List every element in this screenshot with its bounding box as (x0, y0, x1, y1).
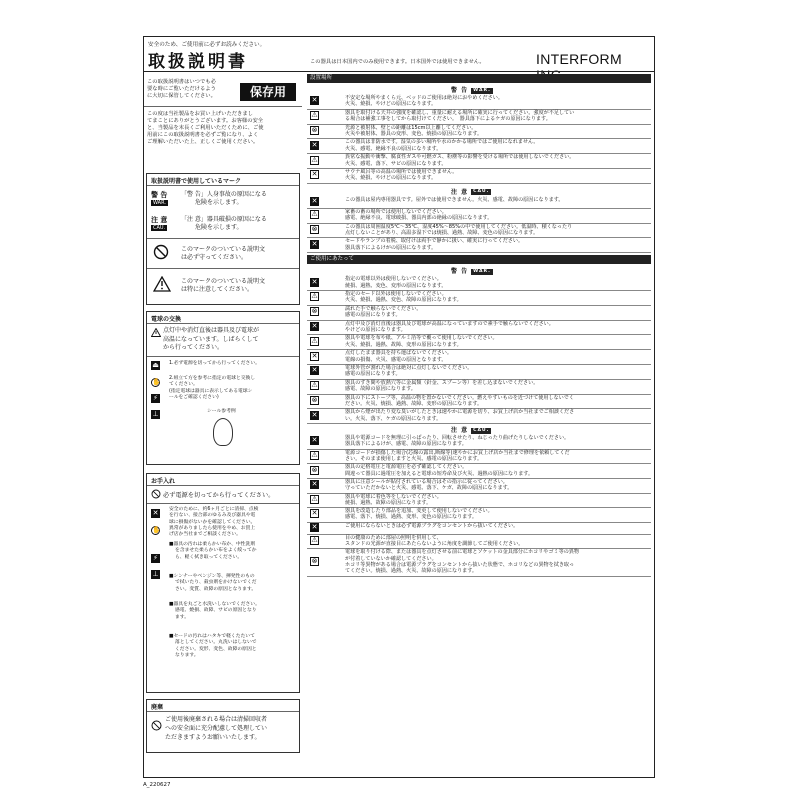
usage-caution-row (307, 507, 651, 523)
warn-badge: WAR. (153, 200, 166, 206)
bulb-seal-illustration (213, 418, 233, 446)
row-text-line: サウナ風呂等の高温の場所では使用できません。 (345, 169, 458, 175)
row-text-line: 守っていただかないと火災、感電、落下、ケガ、故障の原因になります。 (345, 485, 513, 492)
care-title: お手入れ (151, 478, 176, 485)
usage-caution-row (307, 478, 651, 494)
must-text: このマークのついている説明文 は必ず守ってください。 (181, 246, 266, 261)
row-text-line: 間違って器具に過電圧を加えると電球の短寿命及び火災、過熱の原因になります。 (345, 470, 534, 477)
install-warn-row (307, 153, 651, 169)
attention-text: このマークのついている説明文 は特に注意してください。 (181, 278, 266, 293)
row-text-line: 火災、焼損、過熱、故障、変形の原因になります。 (345, 341, 462, 348)
head-label: 警 告 (451, 87, 469, 94)
row-text-line: 器具の下にストーブ等、高温の物を置かないでください。燃えやすいものを近づけて使用しないでく (345, 394, 574, 401)
row-text-line: この器具は屋内専用器具です。屋外では使用できません。火災、感電、故障の原因になります。 (345, 196, 564, 203)
unplug-icon: ⏏ (152, 361, 159, 369)
row-text-line: 器具や電球を布や紙、アルミ箔等で覆って使用しないでください。 (345, 335, 498, 342)
disposal-box (146, 699, 300, 753)
header-divider (144, 71, 654, 72)
prohibited-icon: ✕ (311, 196, 318, 205)
bulb-step2: 2.組立て方を参考に指定の電球と交換し てください。 (指定電球は器具に表示してある電球シ ールをご確認ください) (169, 376, 256, 400)
row-text-line: 器具落下によるけがの原因になります。 (345, 244, 437, 251)
divider (147, 268, 299, 269)
attention-icon: ⚠ (311, 451, 318, 460)
row-text-line: 器具のすき間や放熱穴等に金属類（針金、スプーン等）を差し込まないでください。 (345, 379, 539, 386)
outlet-icon: ⊥ (152, 410, 159, 418)
marks-box (146, 173, 300, 305)
care-p5: ■セードの汚れはハタキで軽くたたいて 落としてください。丸洗いはしないで ください。変形、変色、故障の原因と なります。 (169, 634, 257, 658)
usage-caution-row (307, 449, 651, 465)
row-text-line: 火災や被射体、器具の変形、変色、焼損の原因になります。 (345, 130, 483, 137)
plug-icon: ⚡ (151, 554, 160, 563)
row-text-line: 火災、感電、絶縁不良の原因になります。 (345, 145, 442, 152)
usage-warn-row (307, 379, 651, 395)
care-p3: ■シンナーやベンジン等、揮発性のもの で拭いたり、殺虫剤をかけないでくだ さい。変質、故障の原因となります。 (169, 574, 257, 592)
prohibited-icon: ✕ (311, 436, 318, 445)
marks-title: 取扱説明書で使用しているマーク (151, 178, 242, 185)
row-text-line: 光源と被射体、壁との距離は15cm以上離してください。 (345, 124, 477, 131)
head-label: 注 意 (451, 427, 469, 435)
install-warn-head (451, 85, 493, 94)
usage-warn-row (307, 349, 651, 365)
bulb-title: 電球の交換 (151, 316, 182, 323)
unplug-icon: ✕ (152, 509, 159, 517)
attention-icon: ⚠ (311, 155, 318, 164)
attention-icon: ⊗ (311, 556, 318, 565)
usage-caution-row (307, 493, 651, 509)
attention-icon: ⚠ (311, 210, 318, 219)
prohibited-icon: ✕ (311, 366, 318, 375)
divider (144, 106, 302, 107)
install-caution-row (307, 208, 651, 224)
row-text-line: 器具に注意シールが貼付されている場合はその指示に従ってください。 (345, 479, 508, 485)
divider (147, 356, 299, 357)
install-warn-row (307, 168, 651, 184)
usage-warn-row (307, 305, 651, 321)
divider (147, 485, 299, 486)
divider (147, 503, 299, 504)
prohibited-icon: ✕ (311, 140, 318, 149)
row-text-line: この器具は周囲温度5℃～35℃、湿度45%～85%の中で使用してください。低温時、積くなったり (345, 223, 573, 230)
attention-icon: ⚠ (311, 292, 318, 301)
row-text-line: 器具や電球に着色等をしないでください。 (345, 493, 442, 500)
care-p1: 安全のために、約6ヶ月ごとに清掃、点検 を行ない、接合部のゆるみ及び器具や電 球に損傷がないかを確認してください。 異常がありましたら使用をやめ、お買上 げ店か当社までご相談ください。 (169, 507, 259, 538)
prohibited-icon: ✕ (311, 410, 318, 419)
usage-warn-row (307, 275, 651, 291)
row-text-line: ださい。火災、焼損、過熱、故障、変形の原因になります。 (345, 400, 483, 407)
bulb-replace-box (146, 311, 300, 465)
prohibited-icon: ✕ (311, 96, 318, 105)
attention-icon: ✕ (311, 351, 318, 360)
row-text-line: 火災、焼損、過熱、変色、故障の原因になります。 (345, 297, 462, 304)
divider (147, 323, 299, 324)
page-title: 取扱説明書 (148, 52, 248, 72)
usage-warn-row (307, 408, 651, 424)
caution-text: 「注 意」器具破損の原因になる 危険を示します。 (181, 216, 267, 231)
attention-icon: ⊗ (311, 307, 318, 316)
divider (147, 185, 299, 186)
usage-warn-head (451, 266, 493, 275)
row-text-line: ご使用にならないときは必ず電源プラグをコンセントから抜いてください。 (345, 522, 519, 529)
no-water-icon: ✋ (152, 526, 161, 534)
attention-icon (153, 276, 171, 292)
attention-icon: ⊗ (311, 465, 318, 474)
row-text-line: 器具を改造したり部品を追加、変更して使用しないでください。 (345, 508, 493, 515)
row-text-line: やけどの原因になります。 (345, 326, 406, 333)
row-text-line: 点灯中及び消灯直後は器具及び電球が高温になっていますので素手で触らないでください。 (345, 320, 554, 327)
install-caution-row (307, 237, 651, 253)
attention-icon: ⊗ (311, 125, 318, 134)
attention-icon: ⚠ (311, 336, 318, 345)
row-text-line: 感電の原因になります。 (345, 371, 401, 378)
usage-section-bar: ご使用にあたって (307, 255, 651, 264)
row-text-line: 火災、焼損、やけどの原因になります。 (345, 175, 437, 182)
head-badge: CAU. (473, 427, 490, 433)
warn-label: 警 告 (151, 191, 168, 199)
usage-caution-head (451, 425, 491, 434)
row-text-line: 点灯しないことがあり、高温多湿下では焼損、過熱、故障、変色の原因になります。 (345, 229, 539, 236)
usage-warn-row (307, 334, 651, 350)
keep-badge: 保存用 (240, 83, 296, 101)
row-text-line: 電線の損傷、火災、感電の原因となります。 (345, 356, 447, 363)
row-text-line: 器具から煙が出たり変な臭いがしたときは速やかに電源を切り、お買上げ店か当社までご相談くださ (345, 409, 575, 416)
disposal-text: ご使用後廃棄される場合は清掃回収者 への安全面に充分配慮して処理してい ただきますようお願いいたします。 (165, 716, 268, 741)
bulb-lead: 点灯中や消灯直後は器具及び電球が 高温になっています。しばらくして から行ってください。 (163, 327, 260, 351)
row-text-line: てください。焼損、過熱、火災、故障の原因になります。 (345, 568, 478, 575)
attention-icon (151, 328, 161, 337)
usage-warn-row (307, 394, 651, 410)
row-text-line: る場合は補強工事をしてから取付けてください。 器具落下によるケガの原因になります。 (345, 116, 551, 123)
row-text-line: 指定の電球以外は使用しないでください。 (345, 276, 442, 283)
thanks-text: この度は当社製品をお買い上げいただきまし てまことにありがとうございます。お客様の安全 と、当製品を末長くご利用いただくために、ご使 用前にこの取扱説明書を必ずご覧になり、よく ご理解いただいた上、正しくご使用ください。 (147, 111, 264, 145)
row-text-line: 感電、故障の原因になります。 (345, 386, 416, 393)
row-text-line: 感電の原因になります。 (345, 312, 401, 319)
install-warn-row (307, 109, 651, 125)
row-text-line: い。火災、落下、ケガの原因になります。 (345, 415, 442, 422)
row-text-line: 目の健康のために部屋の照明を併用して、 (345, 534, 442, 541)
row-text-line: 不安定な場所やまくら元、ベッドのご使用は絶対におやめください。 (345, 95, 503, 101)
seal-example-label: シール参考例 (207, 409, 236, 414)
head-badge: CAU. (473, 189, 490, 195)
plug-icon: ⚡ (151, 394, 160, 403)
install-warn-row (307, 124, 651, 140)
attention-icon: ⚠ (311, 111, 318, 120)
install-section-bar: 設置場所 (307, 74, 651, 83)
prohibited-icon: ✕ (311, 277, 318, 286)
care-p2: ■器具の汚れは柔らかい布か、中性洗剤 を含ませた柔らかい布をよく絞ってか ら、軽く拭き取ってください。 (169, 542, 257, 560)
warn-text: 「警 告」人身事故の原因になる 危険を示します。 (181, 191, 267, 206)
row-text-line: さい。そのまま使用しますと火災、感電の原因になります。 (345, 456, 483, 463)
row-text-line: セードやランプの着脱、取付けは両手で静かに扱い、確実に行ってください。 (345, 238, 524, 245)
caution-badge: CAU. (153, 225, 166, 231)
usage-warn-row (307, 320, 651, 336)
prohibited-icon (151, 720, 162, 731)
attention-icon: ⊗ (311, 395, 318, 404)
attention-icon: ⚠ (311, 494, 318, 503)
row-text-line: 器具落下によるけが、感電、故障の原因になります。 (345, 441, 467, 448)
prohibited-icon: ✕ (311, 239, 318, 248)
care-p4: ■器具を丸ごと水洗いしないでください。 感電、焼損、故障、サビの原因となり ます。 (169, 602, 260, 620)
care-box (146, 473, 300, 693)
install-warn-row (307, 94, 651, 110)
usage-warn-row (307, 290, 651, 306)
usage-caution-row (307, 548, 651, 576)
row-text-line: 器具や電源コードを無理に引っぱったり、回転させたり、ねじったり曲げたりしないでください。 (345, 435, 570, 442)
row-text-line: 火災、焼損、やけどの原因になります。 (345, 101, 437, 108)
row-text-line: ホコリ等異物がある場合は電源プラグをコンセントから抜いた状態で、ホコリなどの異物を拭き取っ (345, 561, 575, 568)
disposal-title: 廃棄 (151, 704, 164, 711)
row-text-line: スタンドの光源が直接目にあたらないように角度を調節してご使用ください。 (345, 541, 524, 548)
divider (147, 238, 299, 239)
usage-caution-row (307, 534, 651, 550)
row-text-line: 焼損、過熱、変色、変形の原因になります。 (345, 282, 447, 289)
head-label: 注 意 (451, 188, 469, 196)
attention-icon: ✕ (311, 170, 318, 179)
care-lead: 必ず電源を切ってから行ってください。 (163, 492, 275, 499)
manual-page (143, 36, 655, 778)
outlet-icon: ⊥ (152, 570, 159, 578)
safety-note: 安全のため、ご使用前に必ずお読みください。 (148, 42, 266, 48)
row-text-line: が付着していないか確認してください。 (345, 555, 437, 562)
row-text-line: 指定のセード以外は使用しないでください。 (345, 291, 447, 297)
row-text-line: 電球外管が割れた場合は絶対に点灯しないでください。 (345, 365, 473, 371)
attention-icon: ⚠ (311, 536, 318, 545)
head-label: 警 告 (451, 268, 469, 276)
head-badge: WAR. (473, 87, 491, 93)
head-badge: WAR. (473, 268, 491, 274)
prohibited-icon (153, 244, 169, 260)
divider (147, 711, 299, 712)
brand-name: INTERFORM (536, 51, 622, 67)
prohibited-icon (151, 489, 161, 499)
row-text-line: 焼損、過熱、故障の原因になります。 (345, 499, 432, 506)
row-text-line: 火災、感電、落下、サビの原因になります。 (345, 160, 447, 167)
hand-prohibited-icon: ✋ (152, 378, 161, 386)
caution-label: 注 意 (151, 216, 168, 224)
install-caution-row (307, 223, 651, 239)
row-text-line: 異常な振動や衝撃、腐食性ガスや可燃ガス、粉塵等の影響を受ける場所では使用しないでください。 (345, 154, 575, 161)
row-text-line: 感電、絶縁不良、電球破損、器具内部の絶縁の原因になります。 (345, 215, 493, 222)
row-text-line: 電球を取り付ける際、または器具を点灯させる前に電球とソケットの金具部分にホコリやゴミ等の異物 (345, 549, 580, 556)
row-text-line: 器具を取付ける天井の強度を確認し、重量に耐える場所に確実に行ってください。強度が不足してい (345, 109, 575, 116)
bulb-step1: 1.必ず電源を切ってから行ってください。 (169, 361, 260, 366)
keep-note: この取扱説明書はいつでも必 要な時にご覧いただけるよう に大切に保管してください。 (147, 79, 216, 99)
attention-icon: ⚠ (311, 381, 318, 390)
attention-icon: ✕ (311, 509, 318, 518)
install-warn-row (307, 138, 651, 154)
usage-caution-row (307, 434, 651, 450)
prohibited-icon: ✕ (311, 480, 318, 489)
prohibited-icon: ✕ (311, 321, 318, 330)
row-text-line: 濡れた手で触らないでください。 (345, 305, 422, 312)
domestic-use-note: この器具は日本国内でのみ使用できます。日本国外では使用できません。 (310, 59, 485, 65)
row-text-line: 器具の定格電圧と電源電圧を必ず確認してください。 (345, 464, 468, 471)
document-code: A_220627 (143, 782, 171, 788)
attention-icon: ⊗ (311, 224, 318, 233)
row-text-line: この器具は非防水です。湿気の多い場所や水のかかる場所ではご使用になれません。 (345, 139, 539, 146)
row-text-line: 家畜の畜の場所では使用しないでください。 (345, 208, 447, 215)
row-text-line: 電源コードが損傷した場合(芯線の露出,断線等)速やかにお買上げ店か当社まで修理を依頼してくだ (345, 449, 570, 456)
usage-warn-row (307, 364, 651, 380)
usage-caution-row (307, 463, 651, 479)
row-text-line: 感電、落下、焼損、過熱、変形、変色の原因になります。 (345, 514, 478, 521)
install-caution-head (451, 187, 491, 196)
row-text-line: 点灯したまま器具を持ち運ばないでください。 (345, 350, 452, 357)
prohibited-icon: ✕ (311, 522, 318, 531)
